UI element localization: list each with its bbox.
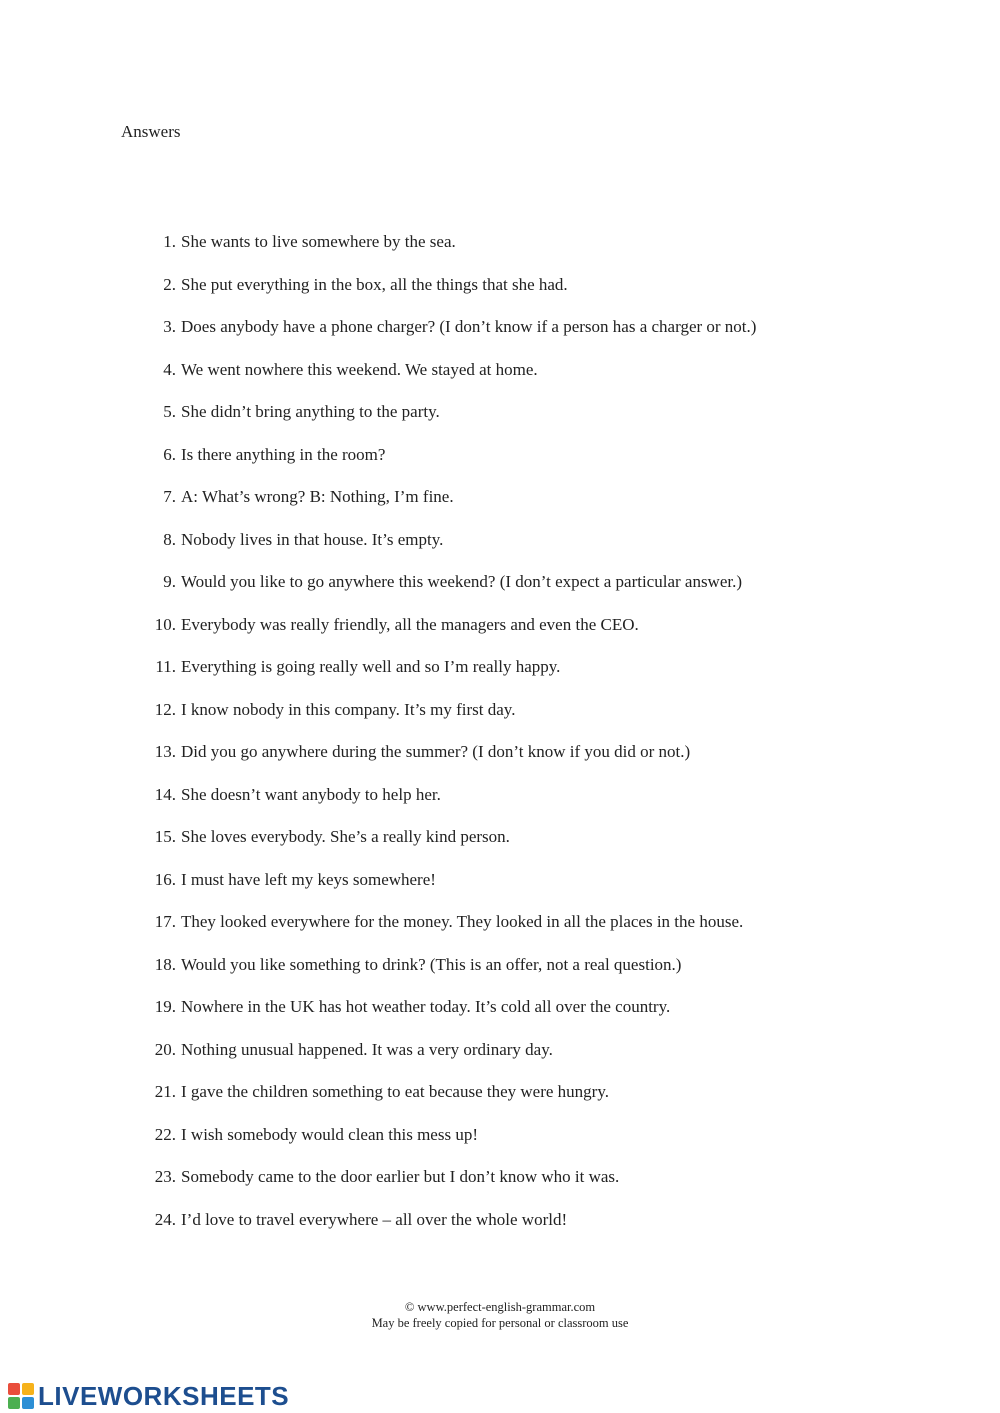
- answer-item: [0, 1123, 1000, 1166]
- answer-item: [0, 698, 1000, 741]
- answer-item: [0, 655, 1000, 698]
- liveworksheets-logo-text: LIVEWORKSHEETS: [38, 1381, 290, 1411]
- answer-number: 2.: [163, 274, 176, 294]
- answer-item: [0, 273, 1000, 316]
- answer-list: [0, 230, 1000, 1250]
- answer-number: 1.: [163, 232, 176, 251]
- footer-copyright: © www.perfect-english-grammar.com: [404, 1300, 596, 1314]
- answer-number: 9.: [163, 572, 176, 591]
- answer-text: She loves everybody. She’s a really kind person.: [181, 827, 510, 846]
- badge-square: [22, 1383, 34, 1395]
- answer-number: 8.: [163, 529, 176, 549]
- liveworksheets-logo[interactable]: [8, 1381, 289, 1411]
- answer-number: 7.: [163, 487, 176, 506]
- answer-text: Everything is going really well and so I’m really happy.: [181, 657, 561, 676]
- answer-item: [0, 1038, 1000, 1081]
- answer-item: [0, 443, 1000, 486]
- answer-number: 21.: [154, 1082, 176, 1101]
- answer-number: 18.: [154, 954, 176, 974]
- answer-text: I’d love to travel everywhere – all over the whole world!: [181, 1209, 568, 1229]
- answer-text: She doesn’t want anybody to help her.: [181, 784, 441, 804]
- answer-text: I wish somebody would clean this mess up!: [181, 1124, 478, 1144]
- answer-text: She didn’t bring anything to the party.: [181, 402, 440, 421]
- answer-item: [0, 230, 1000, 273]
- answer-number: 6.: [163, 444, 176, 464]
- answer-number: 16.: [154, 869, 176, 889]
- answer-text: She wants to live somewhere by the sea.: [181, 232, 456, 251]
- answer-item: [0, 783, 1000, 826]
- answer-item: [0, 485, 1000, 528]
- answer-item: [0, 953, 1000, 996]
- answer-text: We went nowhere this weekend. We stayed at home.: [181, 359, 538, 379]
- answer-number: 14.: [154, 784, 176, 804]
- page-heading: Answers: [121, 122, 181, 141]
- answer-item: [0, 570, 1000, 613]
- answer-item: [0, 868, 1000, 911]
- answer-number: 20.: [154, 1039, 176, 1059]
- answer-item: [0, 315, 1000, 358]
- answer-text: They looked everywhere for the money. They looked in all the places in the house.: [181, 912, 744, 931]
- answer-text: Nothing unusual happened. It was a very ordinary day.: [181, 1039, 553, 1059]
- answer-text: Would you like something to drink? (This is an offer, not a real question.): [181, 954, 682, 974]
- liveworksheets-badge-icon: [8, 1383, 34, 1409]
- answer-number: 3.: [163, 317, 176, 336]
- answer-item: [0, 740, 1000, 783]
- answer-text: Nowhere in the UK has hot weather today. It’s cold all over the country.: [181, 997, 671, 1016]
- answer-item: [0, 910, 1000, 953]
- answer-item: [0, 528, 1000, 571]
- answer-number: 22.: [154, 1124, 176, 1144]
- answer-text: Does anybody have a phone charger? (I don’t know if a person has a charger or not.): [181, 317, 757, 336]
- answer-item: [0, 995, 1000, 1038]
- footer-usage-note: May be freely copied for personal or classroom use: [371, 1316, 629, 1330]
- answer-number: 12.: [154, 699, 176, 719]
- answer-text: I know nobody in this company. It’s my first day.: [181, 699, 516, 719]
- answer-text: Everybody was really friendly, all the managers and even the CEO.: [181, 614, 639, 634]
- answer-number: 17.: [154, 912, 176, 931]
- answer-item: [0, 1080, 1000, 1123]
- badge-square: [22, 1397, 34, 1409]
- answer-text: Somebody came to the door earlier but I don’t know who it was.: [181, 1167, 620, 1186]
- answer-text: She put everything in the box, all the things that she had.: [181, 274, 568, 294]
- answer-item: [0, 358, 1000, 401]
- answer-text: I gave the children something to eat because they were hungry.: [181, 1082, 609, 1101]
- answer-number: 15.: [154, 827, 176, 846]
- answer-number: 24.: [154, 1209, 176, 1229]
- answer-item: [0, 1165, 1000, 1208]
- answer-text: Did you go anywhere during the summer? (I don’t know if you did or not.): [181, 742, 691, 761]
- answer-text: Would you like to go anywhere this weekend? (I don’t expect a particular answer.): [181, 572, 743, 591]
- answer-item: [0, 400, 1000, 443]
- answer-item: [0, 613, 1000, 656]
- answer-text: I must have left my keys somewhere!: [181, 869, 436, 889]
- answer-text: A: What’s wrong? B: Nothing, I’m fine.: [181, 487, 454, 506]
- answer-text: Is there anything in the room?: [181, 444, 386, 464]
- answer-number: 10.: [154, 614, 176, 634]
- answer-number: 13.: [154, 742, 176, 761]
- answer-number: 23.: [154, 1167, 176, 1186]
- answer-number: 11.: [155, 657, 176, 676]
- badge-square: [8, 1383, 20, 1395]
- answer-number: 5.: [163, 402, 176, 421]
- answer-number: 19.: [154, 997, 176, 1016]
- badge-square: [8, 1397, 20, 1409]
- answer-number: 4.: [163, 359, 176, 379]
- answer-item: [0, 1208, 1000, 1251]
- answer-item: [0, 825, 1000, 868]
- answer-text: Nobody lives in that house. It’s empty.: [181, 529, 444, 549]
